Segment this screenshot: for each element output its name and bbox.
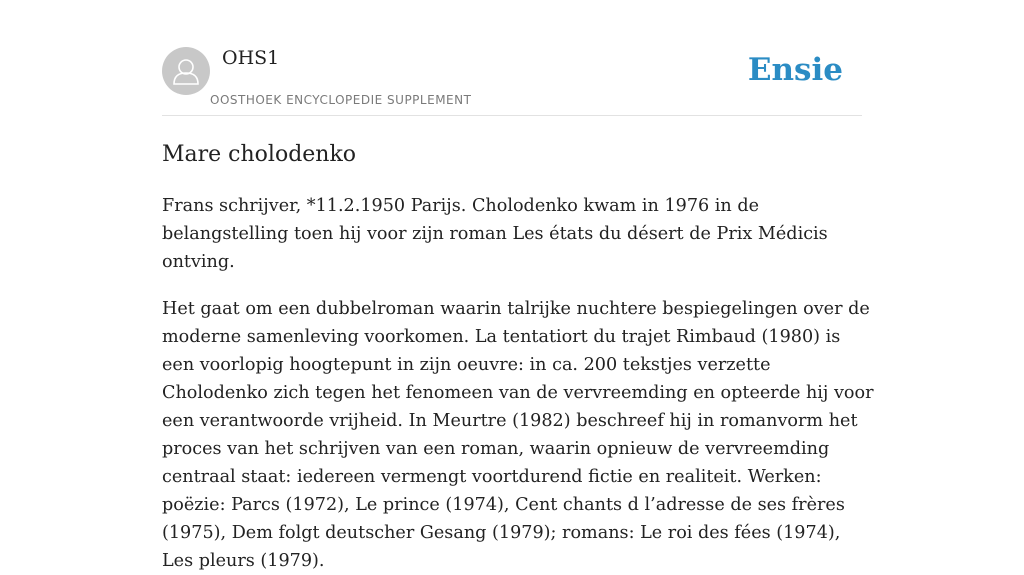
article-paragraph: Het gaat om een dubbelroman waarin talrijke nuchtere bespiegelingen over de moderne samenleving voorkomen. La tentatiort du trajet Rimbaud (1980) is een voorlopig hoogtepunt in zijn oeuvre: in ca. 200 tekstjes verzette Cholodenko zich tegen het fenomeen van de vervreemding en opteerde hij voor een verantwoorde vrijheid. In Meurtre (1982) beschreef hij in romanvorm het proces van het schrijven van een roman, waarin opnieuw de vervreemding centraal staat: iedereen vermengt voortdurend fictie en realiteit. Werken: poëzie: Parcs (1972), Le prince (1974), Cent chants d l’adresse de ses frères (1975), Dem folgt deutscher Gesang (1979); romans: Le roi des fées (1974), Les pleurs (1979).	[162, 299, 874, 571]
ensie-logo[interactable]: Ensie	[747, 52, 843, 88]
article-title: Mare cholodenko	[162, 142, 357, 167]
source-header	[162, 0, 862, 116]
source-subtitle[interactable]: OOSTHOEK ENCYCLOPEDIE SUPPLEMENT	[210, 93, 472, 107]
source-title[interactable]: OHS1	[222, 47, 280, 69]
user-silhouette-icon	[162, 47, 210, 95]
article-paragraph: Frans schrijver, *11.2.1950 Parijs. Cholodenko kwam in 1976 in de belangstelling toen hij voor zijn roman Les états du désert de Prix Médicis ontving.	[162, 196, 828, 272]
avatar[interactable]	[162, 47, 210, 95]
article	[162, 136, 874, 575]
